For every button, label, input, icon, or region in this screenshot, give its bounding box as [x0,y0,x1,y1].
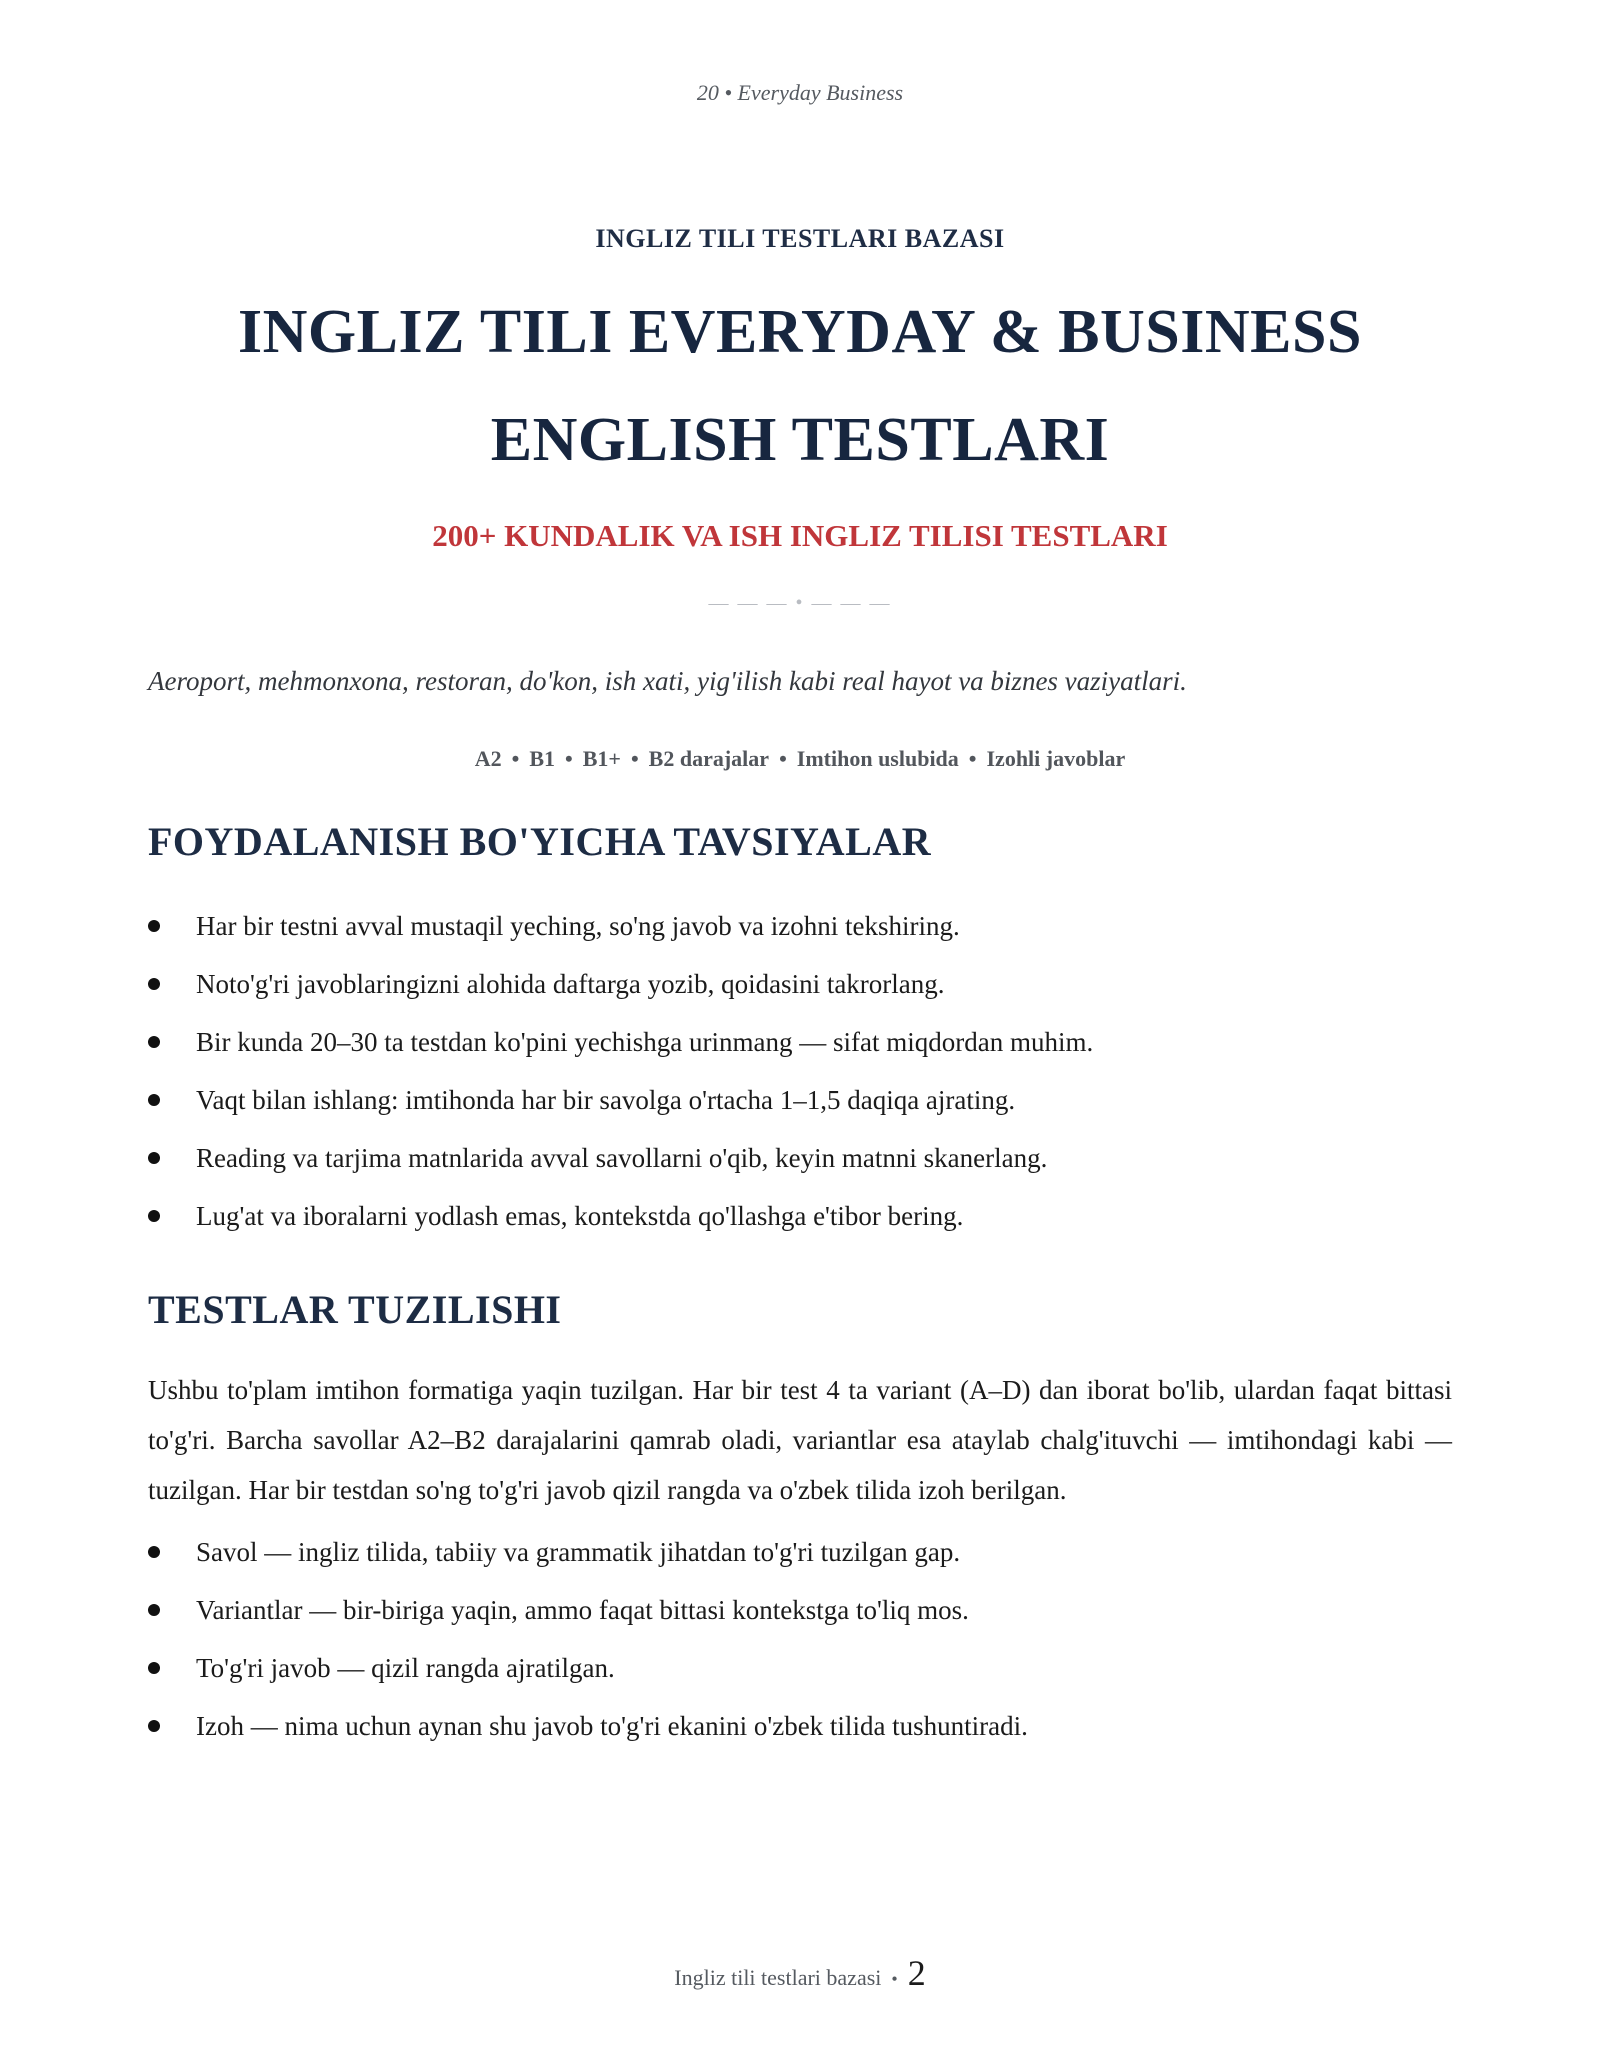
list-item-text: Bir kunda 20–30 ta testdan ko'pini yechishga urinmang — sifat miqdordan muhim. [196,1027,1094,1057]
list-item-text: Vaqt bilan ishlang: imtihonda har bir savolga o'rtacha 1–1,5 daqiqa ajrating. [196,1085,1016,1115]
bullet-separator: • [779,746,787,771]
main-title [0,278,1600,494]
bullet-icon [148,978,160,990]
page-footer [0,1952,1600,1994]
list-item-text: Har bir testni avval mustaqil yeching, so'ng javob va izohni tekshiring. [196,911,960,941]
list-item [148,1523,1452,1581]
level-item: B1 [529,746,556,771]
list-item [148,1129,1452,1187]
bullet-icon [148,1546,160,1558]
footer-separator: • [891,1969,898,1989]
bullet-icon [148,920,160,932]
list-item [148,1639,1452,1697]
bullet-icon [148,1720,160,1732]
list-item [148,1697,1452,1755]
main-title-line-2: ENGLISH TESTLARI [490,406,1110,474]
bullet-icon [148,1662,160,1674]
level-item: B1+ [582,746,621,771]
subtitle: 200+ KUNDALIK VA ISH INGLIZ TILISI TESTLARI [432,518,1168,553]
list-item-text: Reading va tarjima matnlarida avval savollarni o'qib, keyin matnni skanerlang. [196,1143,1048,1173]
list-item-text: Noto'g'ri javoblaringizni alohida daftarga yozib, qoidasini takrorlang. [196,969,945,999]
list-item [148,955,1452,1013]
footer-label: Ingliz tili testlari bazasi [674,1965,882,1990]
bullet-separator: • [630,746,639,771]
level-item: B2 darajalar [648,746,770,771]
page-number: 2 [907,1953,926,1993]
ornament-divider: — — — • — — — [708,592,892,614]
bullet-icon [148,1094,160,1106]
level-item: Izohli javoblar [986,746,1126,771]
tips-list [148,897,1452,1245]
section-heading-tips: FOYDALANISH BO'YICHA TAVSIYALAR [148,819,932,864]
level-item: A2 [474,746,502,771]
structure-list [148,1523,1452,1755]
bullet-icon [148,1152,160,1164]
list-item [148,1013,1452,1071]
bullet-separator: • [565,746,573,771]
list-item [148,897,1452,955]
list-item-text: To'g'ri javob — qizil rangda ajratilgan. [196,1653,615,1683]
list-item [148,1187,1452,1245]
bullet-icon [148,1604,160,1616]
list-item-text: Variantlar — bir-biriga yaqin, ammo faqat bittasi kontekstga to'liq mos. [196,1595,969,1625]
list-item [148,1581,1452,1639]
list-item [148,1071,1452,1129]
bullet-icon [148,1036,160,1048]
tagline: Aeroport, mehmonxona, restoran, do'kon, ish xati, yig'ilish kabi real hayot va biznes vaziyatlari. [148,666,1187,696]
list-item-text: Lug'at va iboralarni yodlash emas, kontekstda qo'llashga e'tibor bering. [196,1201,964,1231]
structure-paragraph: Ushbu to'plam imtihon formatiga yaqin tuzilgan. Har bir test 4 ta variant (A–D) dan iborat bo'lib, ulardan faqat bittasi to'g'ri. Barcha savollar A2–B2 darajalarini qamrab oladi, variantlar esa ataylab chalg'ituvchi — imtihondagi kabi — tuzilgan. Har bir testdan so'ng to'g'ri javob qizil rangda va o'zbek tilida izoh berilgan. [148,1375,1452,1505]
bullet-separator: • [968,746,977,771]
kicker-title: INGLIZ TILI TESTLARI BAZASI [595,224,1005,253]
levels-line [0,746,1600,772]
list-item-text: Izoh — nima uchun aynan shu javob to'g'ri ekanini o'zbek tilida tushuntiradi. [196,1711,1028,1741]
bullet-separator: • [511,746,520,771]
section-heading-structure: TESTLAR TUZILISHI [148,1287,562,1332]
main-title-line-1: INGLIZ TILI EVERYDAY & BUSINESS [238,298,1362,366]
list-item-text: Savol — ingliz tilida, tabiiy va grammatik jihatdan to'g'ri tuzilgan gap. [196,1537,961,1567]
bullet-icon [148,1210,160,1222]
level-item: Imtihon uslubida [796,746,959,771]
running-header: 20 • Everyday Business [696,80,904,105]
